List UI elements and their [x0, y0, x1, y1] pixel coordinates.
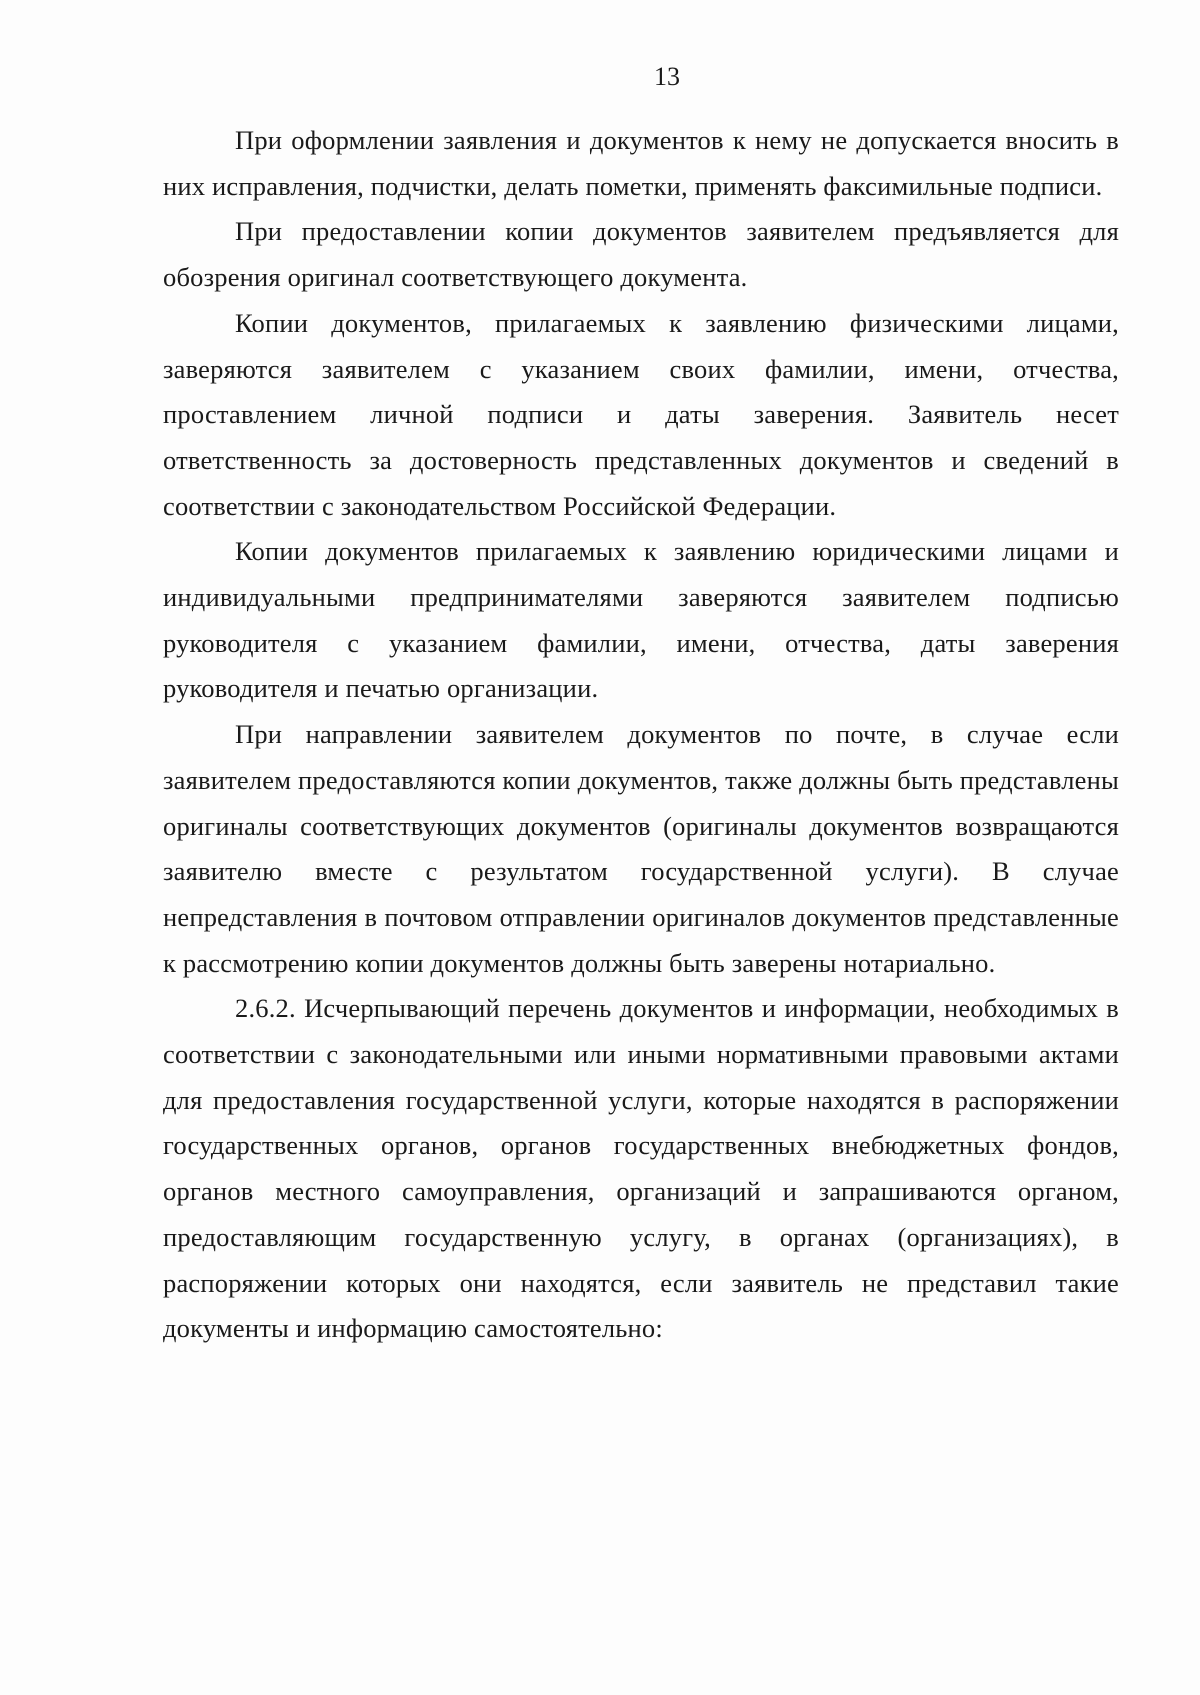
paragraph-corrections-forbidden: При оформлении заявления и документов к нему не допускается вносить в них исправления, подчистки, делать пометки, применять факсимильные подписи. — [163, 125, 1119, 201]
paragraph-individual-copies: Копии документов, прилагаемых к заявлению физическими лицами, заверяются заявителем с указанием своих фамилии, имени, отчества, проставлением личной подписи и даты заверения. Заявитель несет ответственность за достоверность представленных документов и сведений в соответствии с законодательством Российской Федерации. — [163, 307, 1119, 521]
page-number: 13 — [654, 62, 680, 91]
paragraph-legal-entity-copies: Копии документов прилагаемых к заявлению юридическими лицами и индивидуальными предпринимателями заверяются заявителем подписью руководителя с указанием фамилии, имени, отчества, даты заверения руководителя и печатью организации. — [163, 536, 1119, 704]
paragraph-original-presentation: При предоставлении копии документов заявителем предъявляется для обозрения оригинал соответствующего документа. — [163, 216, 1119, 293]
paragraph-section-2-6-2: 2.6.2. Исчерпывающий перечень документов и информации, необходимых в соответствии с законодательными или иными нормативными правовыми актами для предоставления государственной услуги, которые находятся в распоряжении государственных органов, органов государственных внебюджетных фондов, органов местного самоуправления, организаций и запрашиваются органом, предоставляющим государственную услугу, в органах (организациях), в распоряжении которых они находятся, если заявитель не представил такие документы и информацию самостоятельно: — [163, 993, 1119, 1344]
document-body — [163, 118, 1119, 1352]
paragraph-postal-submission: При направлении заявителем документов по почте, в случае если заявителем предоставляются копии документов, также должны быть представлены оригиналы соответствующих документов (оригиналы документов возвращаются заявителю вместе с результатом государственной услуги). В случае непредставления в почтовом отправлении оригиналов документов представленные к рассмотрению копии документов должны быть заверены нотариально. — [163, 719, 1119, 978]
